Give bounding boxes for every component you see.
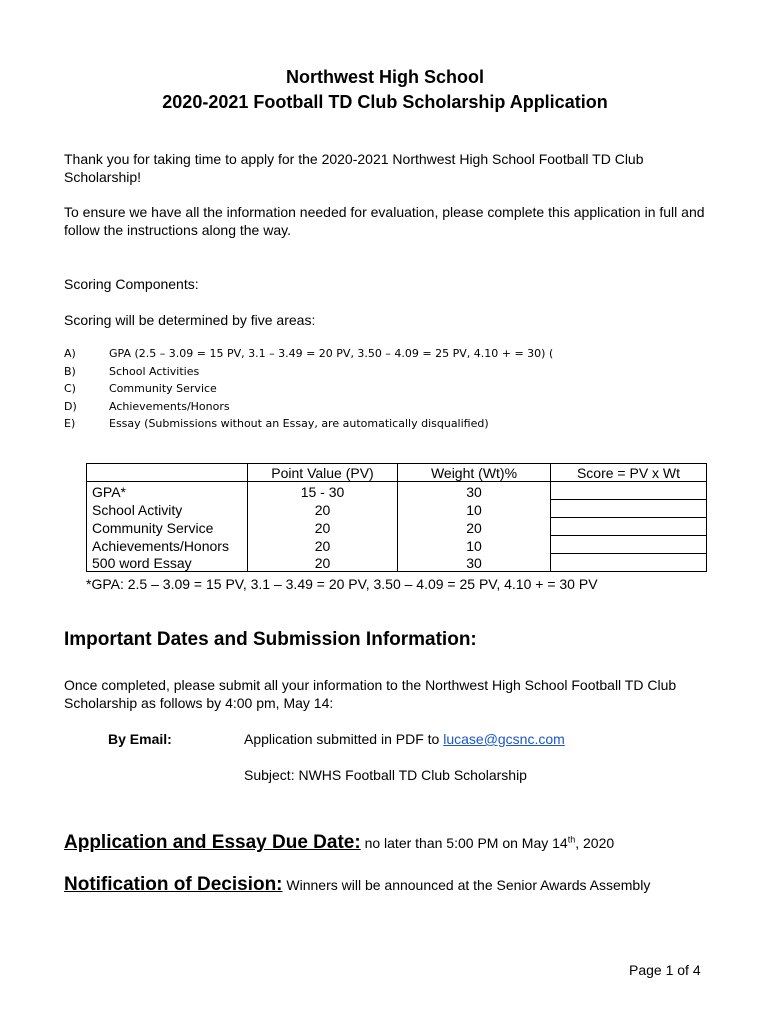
table-cell: 20 bbox=[248, 536, 398, 554]
table-header-cell: Score = PV x Wt bbox=[551, 464, 707, 482]
table-cell: Community Service bbox=[87, 518, 248, 536]
due-date-label: Application and Essay Due Date: bbox=[64, 832, 361, 853]
table-cell: Achievements/Honors bbox=[87, 536, 248, 554]
table-cell: School Activity bbox=[87, 500, 248, 518]
list-item: E) Essay (Submissions without an Essay, are automatically disqualified) bbox=[64, 417, 489, 430]
score-cell[interactable] bbox=[551, 482, 707, 500]
table-cell: 20 bbox=[248, 554, 398, 572]
scoring-areas-list bbox=[64, 345, 553, 433]
page-title: 2020-2021 Football TD Club Scholarship Application bbox=[162, 92, 608, 112]
table-header-cell: Weight (Wt)% bbox=[398, 464, 551, 482]
email-link[interactable]: lucase@gcsnc.com bbox=[443, 731, 565, 747]
table-row bbox=[87, 554, 707, 572]
table-row bbox=[87, 500, 707, 518]
submission-heading: Important Dates and Submission Information: bbox=[64, 629, 477, 650]
scoring-determined: Scoring will be determined by five areas: bbox=[64, 312, 316, 328]
table-row bbox=[87, 518, 707, 536]
table-cell: 15 - 30 bbox=[248, 482, 398, 500]
table-header-row bbox=[87, 464, 707, 482]
school-name: Northwest High School bbox=[286, 67, 484, 87]
intro-thanks: Thank you for taking time to apply for the 2020-2021 Northwest High School Football TD Club Scholarship! bbox=[64, 151, 644, 185]
score-cell[interactable] bbox=[551, 536, 707, 554]
due-date-line: Application and Essay Due Date: no later than 5:00 PM on May 14th, 2020 bbox=[64, 832, 615, 853]
by-email-label: By Email: bbox=[108, 731, 172, 747]
table-cell: 10 bbox=[398, 500, 551, 518]
table-cell: 30 bbox=[398, 482, 551, 500]
page-number: Page 1 of 4 bbox=[629, 962, 701, 978]
score-cell[interactable] bbox=[551, 554, 707, 572]
gpa-footnote: *GPA: 2.5 – 3.09 = 15 PV, 3.1 – 3.49 = 20 PV, 3.50 – 4.09 = 25 PV, 4.10 + = 30 PV bbox=[86, 576, 598, 592]
list-item: C) Community Service bbox=[64, 382, 217, 395]
score-cell[interactable] bbox=[551, 500, 707, 518]
table-header-cell: Point Value (PV) bbox=[248, 464, 398, 482]
notification-line: Notification of Decision: Winners will be announced at the Senior Awards Assembly bbox=[64, 874, 651, 895]
submission-body: Once completed, please submit all your information to the Northwest High School Football TD Club Scholarship as follows by 4:00 pm, May 14: bbox=[64, 677, 677, 711]
score-cell[interactable] bbox=[551, 518, 707, 536]
table-cell: 500 word Essay bbox=[87, 554, 248, 572]
email-subject: Subject: NWHS Football TD Club Scholarship bbox=[244, 767, 527, 783]
table-row bbox=[87, 482, 707, 500]
table-cell: 20 bbox=[248, 518, 398, 536]
table-cell: 20 bbox=[398, 518, 551, 536]
table-cell: 10 bbox=[398, 536, 551, 554]
table-cell: GPA* bbox=[87, 482, 248, 500]
list-item: D) Achievements/Honors bbox=[64, 399, 230, 413]
scoring-table bbox=[86, 463, 707, 572]
scoring-heading: Scoring Components: bbox=[64, 276, 199, 292]
table-cell: 30 bbox=[398, 554, 551, 572]
notification-label: Notification of Decision: bbox=[64, 874, 283, 895]
table-row bbox=[87, 536, 707, 554]
list-item: A) GPA (2.5 – 3.09 = 15 PV, 3.1 – 3.49 = 20 PV, 3.50 – 4.09 = 25 PV, 4.10 + = 30) ( bbox=[64, 347, 554, 360]
email-line: Application submitted in PDF to lucase@gcsnc.com bbox=[244, 731, 565, 747]
intro-ensure: To ensure we have all the information needed for evaluation, please complete this application in full and follow the instructions along the way. bbox=[64, 204, 705, 238]
table-header-cell bbox=[87, 464, 248, 482]
table-cell: 20 bbox=[248, 500, 398, 518]
list-item: B) School Activities bbox=[64, 364, 200, 378]
